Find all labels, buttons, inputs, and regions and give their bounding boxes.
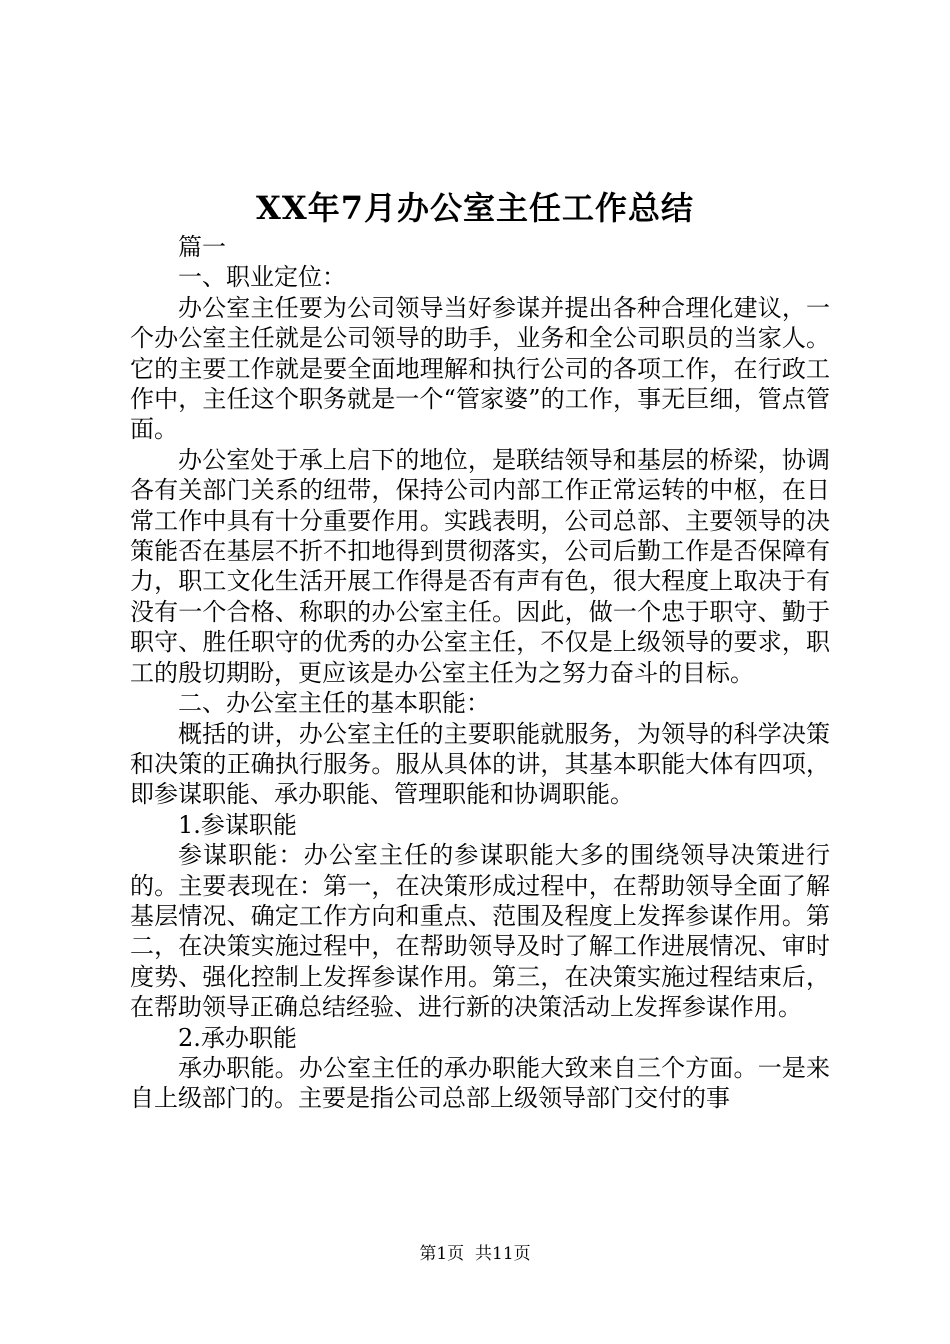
paragraph-advisory-function: 参谋职能：办公室主任的参谋职能大多的围绕领导决策进行的。主要表现在：第一，在决策形成过程中，在帮助领导全面了解基层情况、确定工作方向和重点、范围及程度上发挥参谋作用。第二，在决策实施过程中，在帮助领导及时了解工作进展情况、审时度势、强化控制上发挥参谋作用。第三，在决策实施过程结束后，在帮助领导正确总结经验、进行新的决策活动上发挥参谋作用。 [130,841,830,1022]
paragraph-office-position: 办公室处于承上启下的地位，是联结领导和基层的桥梁，协调各有关部门关系的纽带，保持公司内部工作正常运转的中枢，在日常工作中具有十分重要作用。实践表明，公司总部、主要领导的决策能否在基层不折不扣地得到贯彻落实，公司后勤工作是否保障有力，职工文化生活开展工作得是否有声有色，很大程度上取决于有没有一个合格、称职的办公室主任。因此，做一个忠于职守、勤于职守、胜任职守的优秀的办公室主任，不仅是上级领导的要求，职工的殷切期盼，更应该是办公室主任为之努力奋斗的目标。 [130,445,830,687]
subheading-advisory-function: 1.参谋职能 [178,810,297,839]
heading-basic-functions: 二、办公室主任的基本职能： [178,689,490,718]
section-label-part-one: 篇一 [178,233,226,261]
paragraph-functions-summary: 概括的讲，办公室主任的主要职能就服务，为领导的科学决策和决策的正确执行服务。服从具体的讲，其基本职能大体有四项，即参谋职能、承办职能、管理职能和协调职能。 [130,719,830,809]
page-total: 共11页 [475,1244,531,1264]
heading-career-position: 一、职业定位： [178,263,346,292]
paragraph-role-description: 办公室主任要为公司领导当好参谋并提出各种合理化建议，一个办公室主任就是公司领导的助手，业务和全公司职员的当家人。它的主要工作就是要全面地理解和执行公司的各项工作，在行政工作中，主任这个职务就是一个“管家婆”的工作，事无巨细，管点管面。 [130,293,830,444]
document-body [130,232,830,1114]
document-title: XX年7月办公室主任工作总结 [256,189,694,227]
page-number: 第1页 [419,1244,465,1264]
page-footer [0,1242,950,1266]
paragraph-undertaking-function: 承办职能。办公室主任的承办职能大致来自三个方面。一是来自上级部门的。主要是指公司总部上级领导部门交付的事 [130,1053,830,1113]
footer-spacer [464,1244,475,1264]
subheading-undertaking-function: 2.承办职能 [178,1023,297,1052]
